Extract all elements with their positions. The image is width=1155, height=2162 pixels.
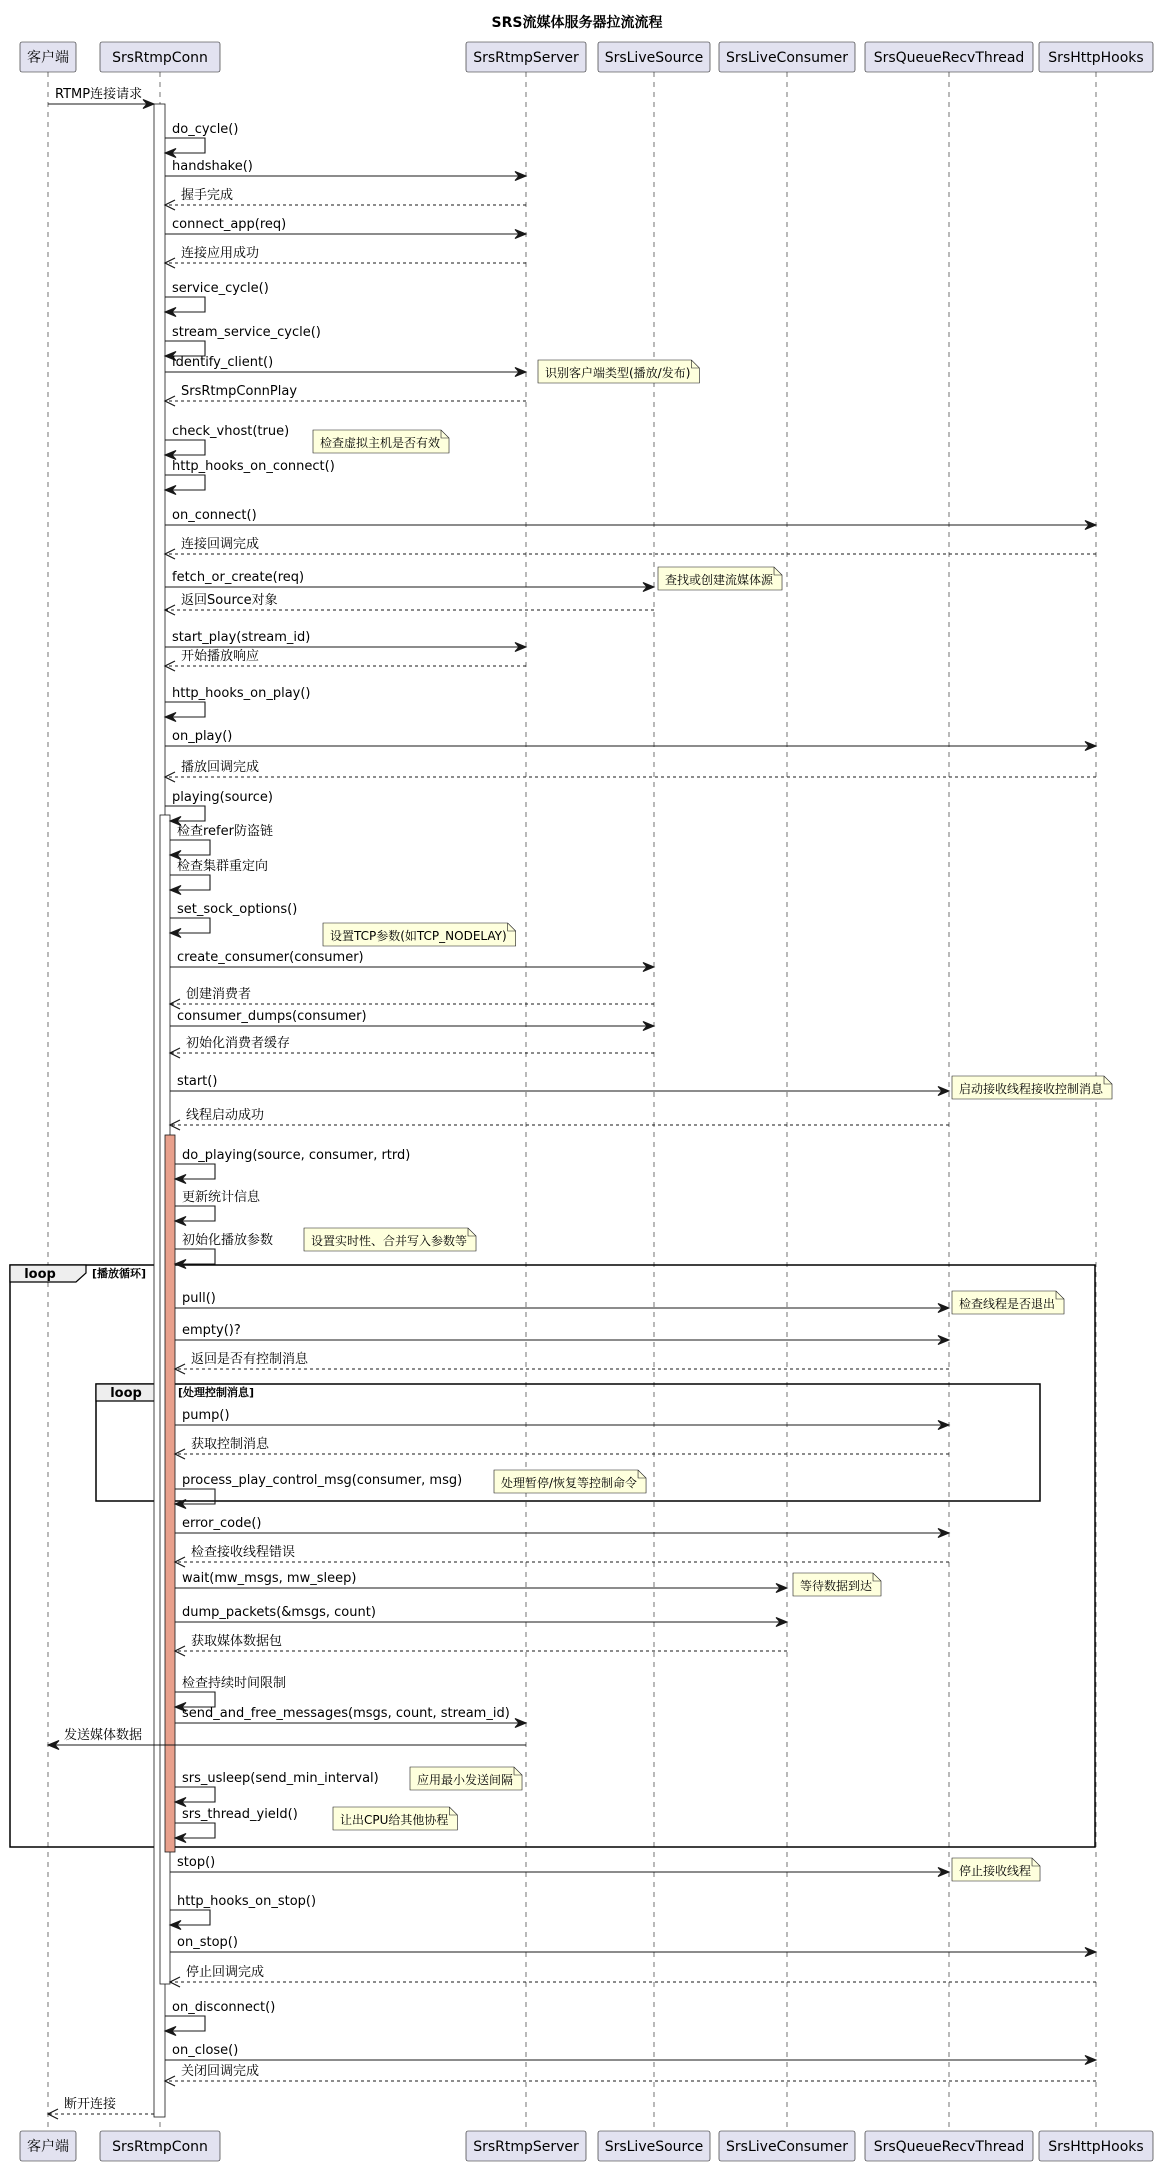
participant-recv-bottom[interactable] [865,2131,1033,2161]
message-56 [165,2043,1096,2065]
message-label: stop() [177,1855,216,1870]
message-label: start_play(stream_id) [172,630,311,645]
message-36 [175,1323,949,1345]
message-6 [165,245,526,268]
note-text: 停止接收线程 [959,1864,1032,1878]
message-43 [175,1571,787,1593]
participant-recv-top[interactable] [865,42,1033,72]
message-16 [165,592,654,615]
participant-label: SrsRtmpServer [473,2139,579,2155]
participant-conn-top[interactable] [100,42,220,72]
note-text: 设置TCP参数(如TCP_NODELAY) [330,929,507,943]
message-label: http_hooks_on_connect() [172,459,335,474]
message-label: service_cycle() [172,281,269,296]
message-label: consumer_dumps(consumer) [177,1009,367,1024]
note-text: 启动接收线程接收控制消息 [959,1082,1104,1096]
message-49 [175,1771,379,1807]
message-58 [48,2096,154,2119]
message-label: 线程启动成功 [186,1108,265,1123]
message-label: 握手完成 [181,188,234,203]
message-26 [170,950,654,972]
message-53 [170,1935,1096,1957]
message-label: 开始播放响应 [181,649,260,664]
participant-label: SrsLiveSource [604,50,704,66]
participant-source-bottom[interactable] [598,2131,710,2161]
note [333,1807,457,1830]
message-25 [170,902,297,938]
message-23 [170,823,273,860]
message-2 [165,122,238,158]
message-7 [165,281,269,317]
message-label: 停止回调完成 [186,1965,265,1980]
self-message-line [165,806,205,821]
message-label: 关闭回调完成 [181,2064,260,2079]
message-label: connect_app(req) [172,217,287,232]
participant-hooks-top[interactable] [1039,42,1153,72]
message-32 [175,1148,410,1184]
message-label: error_code() [182,1516,262,1531]
message-label: 更新统计信息 [182,1190,261,1205]
message-54 [170,1964,1096,1987]
message-57 [165,2063,1096,2086]
message-31 [170,1107,949,1130]
participant-client-top[interactable] [20,42,76,72]
participant-label: 客户端 [27,50,69,66]
message-28 [170,1009,654,1031]
message-label: 初始化消费者缓存 [186,1036,291,1051]
message-label: http_hooks_on_stop() [177,1894,317,1909]
message-13 [165,508,1096,530]
participant-label: 客户端 [27,2139,69,2155]
note [538,360,699,383]
participant-consumer-bottom[interactable] [719,2131,855,2161]
message-48 [48,1727,526,1750]
message-40 [175,1473,462,1509]
message-label: 获取媒体数据包 [191,1634,283,1649]
message-50 [175,1807,298,1843]
loop-keyword: loop [24,1267,56,1282]
message-24 [170,858,268,895]
loop-guard: [播放循环] [92,1267,147,1280]
participant-label: SrsQueueRecvThread [873,2139,1025,2155]
message-29 [170,1035,654,1058]
message-label: 检查refer防盗链 [177,824,273,839]
participant-server-top[interactable] [466,42,586,72]
message-11 [165,424,289,460]
message-21 [165,759,1096,782]
message-label: 返回是否有控制消息 [191,1352,309,1367]
participant-label: SrsHttpHooks [1048,2139,1144,2155]
message-label: check_vhost(true) [172,424,290,439]
message-35 [175,1291,949,1313]
message-label: do_playing(source, consumer, rtrd) [182,1148,411,1163]
message-14 [165,536,1096,559]
participant-label: SrsLiveSource [604,2139,704,2155]
message-label: srs_usleep(send_min_interval) [182,1771,379,1786]
participant-label: SrsLiveConsumer [726,50,848,66]
message-41 [175,1516,949,1538]
note [793,1573,881,1596]
participant-label: SrsRtmpConn [112,50,208,66]
message-5 [165,217,526,239]
message-33 [175,1189,261,1226]
message-label: create_consumer(consumer) [177,950,364,965]
message-10 [165,384,526,406]
message-44 [175,1605,787,1627]
note [952,1076,1112,1099]
message-52 [170,1894,316,1930]
note-text: 检查虚拟主机是否有效 [320,436,441,450]
message-label: 连接回调完成 [181,537,260,552]
message-label: 连接应用成功 [181,246,260,261]
message-label: on_play() [172,729,233,744]
message-45 [175,1633,787,1656]
message-label: handshake() [172,159,253,174]
message-42 [175,1544,949,1567]
message-label: pull() [182,1291,216,1306]
note-text: 处理暂停/恢复等控制命令 [501,1476,638,1490]
message-label: on_connect() [172,508,257,523]
message-label: send_and_free_messages(msgs, count, stream_id) [182,1706,510,1721]
message-3 [165,159,526,181]
participant-label: SrsRtmpConn [112,2139,208,2155]
participant-hooks-bottom[interactable] [1039,2131,1153,2161]
message-label: dump_packets(&msgs, count) [182,1605,376,1620]
message-51 [170,1855,949,1877]
message-label: 检查集群重定向 [177,859,269,874]
message-label: stream_service_cycle() [172,325,321,340]
message-label: 播放回调完成 [181,760,260,775]
note [952,1858,1040,1881]
message-label: 创建消费者 [186,987,252,1002]
message-12 [165,459,335,495]
participant-source-top[interactable] [598,42,710,72]
message-label: 初始化播放参数 [182,1233,274,1248]
message-label: on_stop() [177,1935,238,1950]
message-18 [165,648,526,671]
message-label: 返回Source对象 [181,593,278,608]
message-55 [165,2000,275,2036]
note-text: 识别客户端类型(播放/发布) [545,366,691,380]
participant-label: SrsLiveConsumer [726,2139,848,2155]
message-9 [165,355,526,377]
participant-server-bottom[interactable] [466,2131,586,2161]
note-text: 应用最小发送间隔 [417,1773,514,1787]
message-39 [175,1436,949,1459]
message-label: do_cycle() [172,122,239,137]
message-1 [48,86,154,109]
message-label: empty()? [182,1323,241,1338]
message-15 [165,570,654,592]
note-text: 设置实时性、合并写入参数等 [311,1234,468,1248]
participant-conn-bottom[interactable] [100,2131,220,2161]
participant-label: SrsRtmpServer [473,50,579,66]
participant-label: SrsQueueRecvThread [873,50,1025,66]
message-label: set_sock_options() [177,902,298,917]
message-label: identify_client() [172,355,274,370]
loop-keyword: loop [110,1386,142,1401]
message-19 [165,686,311,722]
message-label: process_play_control_msg(consumer, msg) [182,1473,463,1488]
note [658,567,782,590]
message-22 [165,790,273,826]
message-37 [175,1351,949,1374]
message-label: fetch_or_create(req) [172,570,305,585]
diagram-title: SRS流媒体服务器拉流流程 [491,15,663,31]
message-27 [170,986,654,1009]
message-label: http_hooks_on_play() [172,686,311,701]
note-text: 查找或创建流媒体源 [665,573,774,587]
message-label: playing(source) [172,790,273,805]
note-text: 检查线程是否退出 [959,1297,1056,1311]
message-38 [175,1408,949,1430]
message-label: 检查接收线程错误 [191,1545,296,1560]
participant-consumer-top[interactable] [719,42,855,72]
message-20 [165,729,1096,751]
note [323,923,516,946]
note-text: 让出CPU给其他协程 [340,1813,449,1827]
note [410,1767,522,1790]
message-30 [170,1074,949,1096]
message-label: 检查持续时间限制 [182,1676,287,1691]
message-label: on_close() [172,2043,239,2058]
message-label: start() [177,1074,218,1089]
message-label: on_disconnect() [172,2000,276,2015]
message-label: srs_thread_yield() [182,1807,298,1822]
participant-label: SrsHttpHooks [1048,50,1144,66]
message-34 [175,1232,273,1269]
message-4 [165,187,526,210]
participant-client-bottom[interactable] [20,2131,76,2161]
note [304,1228,476,1251]
note-text: 等待数据到达 [800,1579,873,1593]
message-label: 断开连接 [64,2097,117,2112]
message-label: pump() [182,1408,230,1423]
message-47 [175,1706,526,1728]
note [494,1470,646,1493]
loop-guard: [处理控制消息] [178,1386,255,1399]
note [313,430,449,453]
message-label: 获取控制消息 [191,1437,270,1452]
message-label: 发送媒体数据 [64,1728,143,1743]
message-label: wait(mw_msgs, mw_sleep) [182,1571,357,1586]
message-label: SrsRtmpConnPlay [181,384,298,399]
message-label: RTMP连接请求 [55,87,143,102]
note [952,1291,1064,1314]
